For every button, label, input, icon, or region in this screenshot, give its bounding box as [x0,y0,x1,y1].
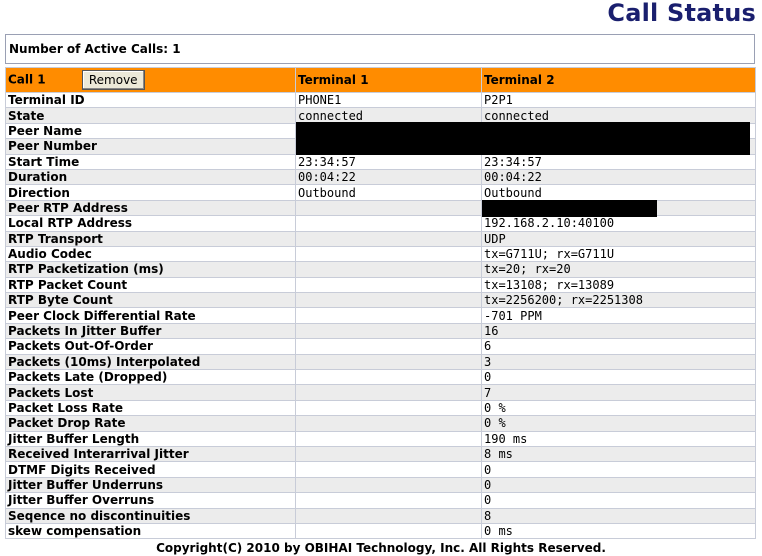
terminal1-value [296,308,482,323]
terminal1-value: connected [296,108,482,123]
row-label: Peer Number [6,139,296,154]
table-row [6,508,756,523]
terminal2-value: tx=2256200; rx=2251308 [482,293,756,308]
terminal2-value: Outbound [482,185,756,200]
terminal2-value: 00:04:22 [482,169,756,184]
terminal2-value: tx=G711U; rx=G711U [482,246,756,261]
row-label: Jitter Buffer Underruns [6,477,296,492]
row-label: RTP Packetization (ms) [6,262,296,277]
terminal2-value: 3 [482,354,756,369]
terminal2-value: 0 [482,477,756,492]
table-row [6,93,756,108]
table-row [6,446,756,461]
row-label: Packets Lost [6,385,296,400]
row-label: RTP Packet Count [6,277,296,292]
terminal2-value: 0 [482,462,756,477]
terminal2-value: 23:34:57 [482,154,756,169]
terminal1-value [296,262,482,277]
row-label: Packets Out-Of-Order [6,339,296,354]
terminal1-header: Terminal 1 [296,68,482,93]
table-row [6,493,756,508]
row-label: Jitter Buffer Overruns [6,493,296,508]
table-row [6,323,756,338]
redacted-peer-rtp-address [482,200,657,217]
row-label: Duration [6,169,296,184]
terminal1-value [296,231,482,246]
table-row [6,308,756,323]
terminal1-value [296,246,482,261]
terminal2-value: 0 [482,370,756,385]
terminal2-value: P2P1 [482,93,756,108]
terminal1-value [296,462,482,477]
page-title: Call Status [607,0,756,27]
terminal2-value: 0 [482,493,756,508]
call-header-cell [6,68,296,93]
terminal1-value [296,293,482,308]
terminal1-value [296,493,482,508]
redacted-peer-info [296,122,750,155]
row-label: Jitter Buffer Length [6,431,296,446]
terminal2-value: tx=20; rx=20 [482,262,756,277]
table-row [6,216,756,231]
terminal1-value: 23:34:57 [296,154,482,169]
remove-call-button[interactable]: Remove [82,70,145,90]
terminal2-value: -701 PPM [482,308,756,323]
terminal2-header: Terminal 2 [482,68,756,93]
terminal2-value: connected [482,108,756,123]
row-label: Packets In Jitter Buffer [6,323,296,338]
table-row [6,246,756,261]
terminal1-value [296,477,482,492]
table-row [6,108,756,123]
table-row [6,293,756,308]
terminal2-value: 8 [482,508,756,523]
table-row [6,416,756,431]
terminal2-value: 190 ms [482,431,756,446]
terminal1-value [296,416,482,431]
row-label: Received Interarrival Jitter [6,446,296,461]
terminal2-value: 6 [482,339,756,354]
table-row [6,277,756,292]
terminal1-value: PHONE1 [296,93,482,108]
terminal1-value [296,339,482,354]
row-label: Peer RTP Address [6,200,296,215]
row-label: Packets (10ms) Interpolated [6,354,296,369]
table-row [6,523,756,538]
row-label: Packets Late (Dropped) [6,370,296,385]
table-row [6,477,756,492]
terminal2-value: 0 ms [482,523,756,538]
terminal2-value: tx=13108; rx=13089 [482,277,756,292]
terminal1-value [296,323,482,338]
terminal2-value: 192.168.2.10:40100 [482,216,756,231]
row-label: Direction [6,185,296,200]
terminal1-value: Outbound [296,185,482,200]
row-label: Local RTP Address [6,216,296,231]
terminal1-value [296,200,482,215]
table-row [6,154,756,169]
row-label: Terminal ID [6,93,296,108]
terminal1-value [296,523,482,538]
terminal1-value [296,277,482,292]
table-row [6,462,756,477]
terminal1-value [296,370,482,385]
terminal2-value: 7 [482,385,756,400]
table-row [6,370,756,385]
row-label: Start Time [6,154,296,169]
terminal1-value [296,354,482,369]
table-row [6,400,756,415]
terminal1-value [296,446,482,461]
copyright-footer: Copyright(C) 2010 by OBIHAI Technology, Inc. All Rights Reserved. [156,541,606,555]
terminal2-value: 8 ms [482,446,756,461]
row-label: State [6,108,296,123]
terminal1-value [296,508,482,523]
table-row [6,262,756,277]
table-row [6,354,756,369]
row-label: Packet Loss Rate [6,400,296,415]
row-label: Audio Codec [6,246,296,261]
row-label: skew compensation [6,523,296,538]
active-calls-count: Number of Active Calls: 1 [9,42,181,56]
terminal2-value: 0 % [482,416,756,431]
row-label: RTP Byte Count [6,293,296,308]
table-row [6,339,756,354]
table-row [6,385,756,400]
row-label: Peer Name [6,123,296,138]
row-label: Packet Drop Rate [6,416,296,431]
row-label: RTP Transport [6,231,296,246]
terminal2-value: 16 [482,323,756,338]
terminal1-value [296,216,482,231]
row-label: Peer Clock Differential Rate [6,308,296,323]
row-label: DTMF Digits Received [6,462,296,477]
terminal2-value: 0 % [482,400,756,415]
terminal1-value [296,431,482,446]
table-header-row [6,68,756,93]
active-calls-box [5,34,755,64]
terminal1-value: 00:04:22 [296,169,482,184]
table-row [6,169,756,184]
terminal2-value: UDP [482,231,756,246]
table-row [6,231,756,246]
table-row [6,185,756,200]
row-label: Seqence no discontinuities [6,508,296,523]
table-row [6,431,756,446]
call-label: Call 1 [8,72,46,87]
terminal1-value [296,400,482,415]
terminal1-value [296,385,482,400]
